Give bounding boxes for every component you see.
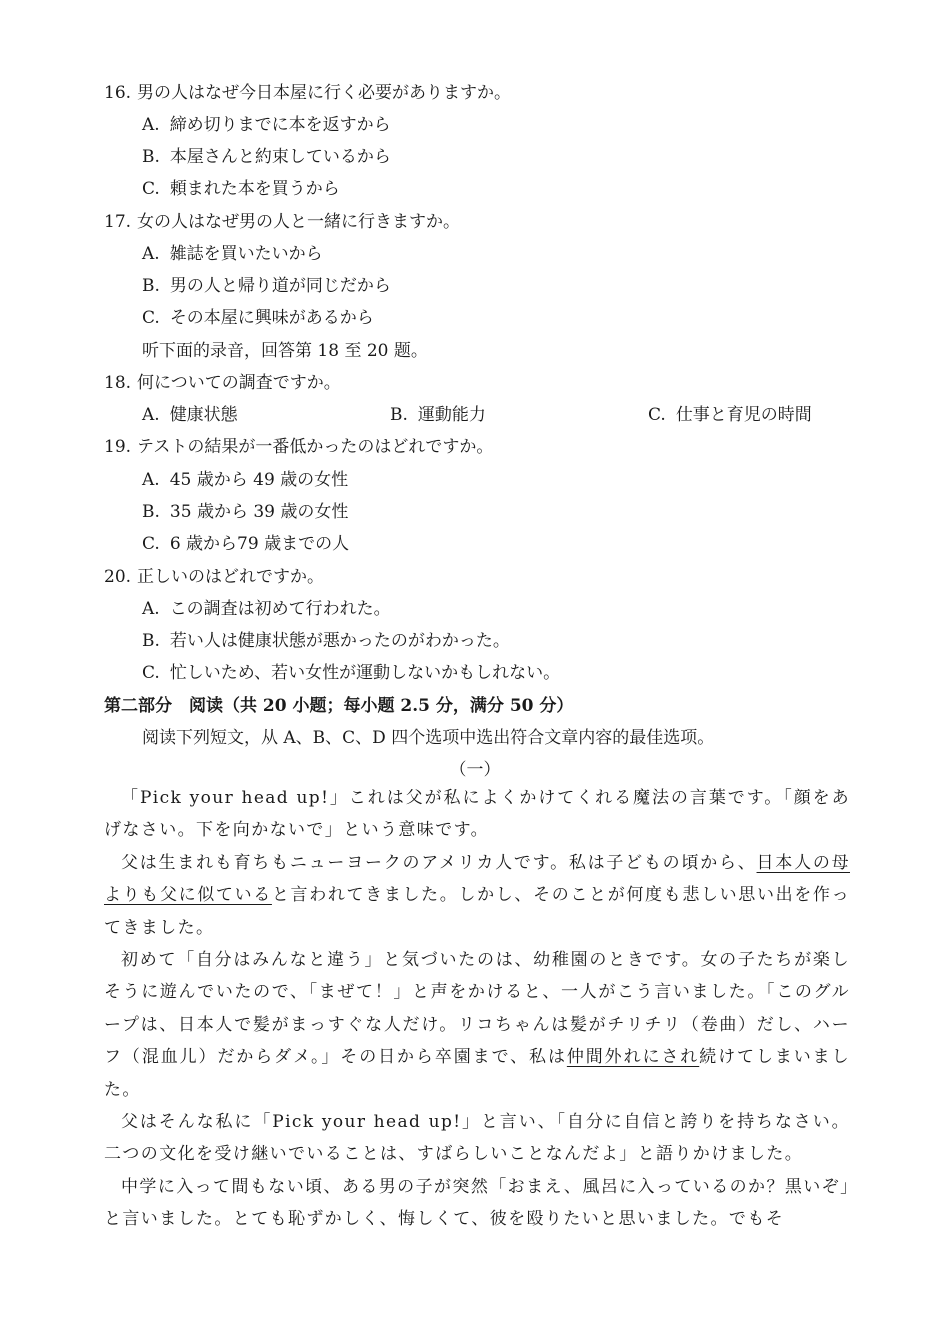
p2-text-before: 父は生まれも育ちもニューヨークのアメリカ人です。私は子どもの頃から、 xyxy=(121,852,757,873)
section-heading: 第二部分 阅读（共 20 小题；每小题 2.5 分，满分 50 分） xyxy=(104,696,574,716)
option-text: 締め切りまでに本を返すから xyxy=(169,115,391,135)
passage-paragraph-5: 中学に入って間もない頃、ある男の子が突然「おまえ、風呂に入っているのか？黒いぞ」と言いました。とても恥ずかしく、悔しくて、彼を殴りたいと思いました。でもそ xyxy=(104,1176,850,1230)
option-text: 運動能力 xyxy=(417,405,486,425)
section-instruction: 阅读下列短文，从 A、B、C、D 四个选项中选出符合文章内容的最佳选项。 xyxy=(142,728,715,748)
option-label: C. xyxy=(142,308,160,328)
q20-option-b xyxy=(142,626,510,651)
question-text: 男の人はなぜ今日本屋に行く必要がありますか。 xyxy=(137,83,512,103)
question-17 xyxy=(104,207,460,232)
passage-label: （一） xyxy=(449,760,501,780)
option-text: 仕事と育児の時間 xyxy=(675,405,812,425)
q19-option-a xyxy=(142,465,348,490)
option-text: 男の人と帰り道が同じだから xyxy=(169,276,391,296)
option-text: 35 歳から 39 歳の女性 xyxy=(169,502,349,522)
q19-option-c xyxy=(142,529,349,554)
question-text: テストの結果が一番低かったのはどれですか。 xyxy=(137,437,494,457)
underlined-phrase-2: 仲間外れにされ xyxy=(566,1047,700,1068)
question-text: 女の人はなぜ男の人と一緒に行きますか。 xyxy=(137,212,461,232)
passage-paragraph-2 xyxy=(104,847,850,944)
q17-option-c xyxy=(142,303,374,328)
option-label: B. xyxy=(142,502,160,522)
reading-passage xyxy=(104,782,850,1236)
question-16 xyxy=(104,78,511,103)
question-number: 20. xyxy=(104,567,132,587)
option-label: C. xyxy=(142,663,160,683)
question-19 xyxy=(104,432,493,457)
option-text: 若い人は健康状態が悪かったのがわかった。 xyxy=(169,631,510,651)
underlined-phrase-1: 日本人の母よりも父に似ている xyxy=(104,852,850,906)
q17-option-b xyxy=(142,271,391,296)
option-label: A. xyxy=(142,599,160,619)
q18-option-c xyxy=(648,400,812,425)
question-number: 18. xyxy=(104,373,132,393)
option-text: 本屋さんと約束しているから xyxy=(169,147,391,167)
option-label: B. xyxy=(142,631,160,651)
q17-option-a xyxy=(142,239,323,264)
q16-option-c xyxy=(142,174,340,199)
option-text: この調査は初めて行われた。 xyxy=(169,599,391,619)
q20-option-c xyxy=(142,658,560,683)
option-label: B. xyxy=(142,147,160,167)
q18-option-b xyxy=(390,400,486,425)
q19-option-b xyxy=(142,497,348,522)
option-label: C. xyxy=(142,179,160,199)
question-text: 正しいのはどれですか。 xyxy=(137,567,325,587)
listening-instruction: 听下面的录音，回答第 18 至 20 题。 xyxy=(142,341,428,361)
passage-paragraph-4: 父はそんな私に「Pick your head up!」と言い、「自分に自信と誇りを持ちなさい。二つの文化を受け継いでいることは、すばらしいことなんだよ」と語りかけました。 xyxy=(104,1112,850,1165)
question-number: 19. xyxy=(104,437,132,457)
option-label: B. xyxy=(390,405,408,425)
question-text: 何についての調査ですか。 xyxy=(137,373,341,393)
q16-option-a xyxy=(142,110,391,135)
passage-paragraph-1: 「Pick your head up!」これは父が私によくかけてくれる魔法の言葉です。「顔をあげなさい。下を向かないで」という意味です。 xyxy=(104,788,850,841)
option-label: A. xyxy=(142,470,160,490)
q20-option-a xyxy=(142,594,391,619)
option-label: A. xyxy=(142,244,160,264)
question-number: 16. xyxy=(104,83,132,103)
q16-option-b xyxy=(142,142,391,167)
option-text: 忙しいため、若い女性が運動しないかもしれない。 xyxy=(169,663,561,683)
p3-text-after: 続けてしまいました。 xyxy=(104,1047,850,1100)
option-label: A. xyxy=(142,115,160,135)
passage-paragraph-3 xyxy=(104,944,850,1106)
option-text: 頼まれた本を買うから xyxy=(169,179,340,199)
option-text: 6 歳から79 歳までの人 xyxy=(169,534,350,554)
option-label: A. xyxy=(142,405,160,425)
option-text: 健康状態 xyxy=(169,405,238,425)
q18-option-a xyxy=(142,400,238,425)
option-text: 雑誌を買いたいから xyxy=(169,244,323,264)
option-text: 45 歳から 49 歳の女性 xyxy=(169,470,349,490)
question-18 xyxy=(104,368,341,393)
option-label: C. xyxy=(142,534,160,554)
option-text: その本屋に興味があるから xyxy=(169,308,374,328)
p2-text-after: と言われてきました。しかし、そのことが何度も悲しい思い出を作ってきました。 xyxy=(104,885,850,938)
option-label: B. xyxy=(142,276,160,296)
question-number: 17. xyxy=(104,212,132,232)
option-label: C. xyxy=(648,405,666,425)
p3-text-before: 初めて「自分はみんなと違う」と気づいたのは、幼稚園のときです。女の子たちが楽しそうに遊んでいたので、「まぜて！」と声をかけると、一人がこう言いました。「このグループは、日本人で髪がまっすぐな人だけ。リコちゃんは髪がチリチリ（卷曲）だし、ハーフ（混血儿）だからダメ。」その日から卒園まで、私は xyxy=(104,950,850,1068)
question-20 xyxy=(104,562,324,587)
